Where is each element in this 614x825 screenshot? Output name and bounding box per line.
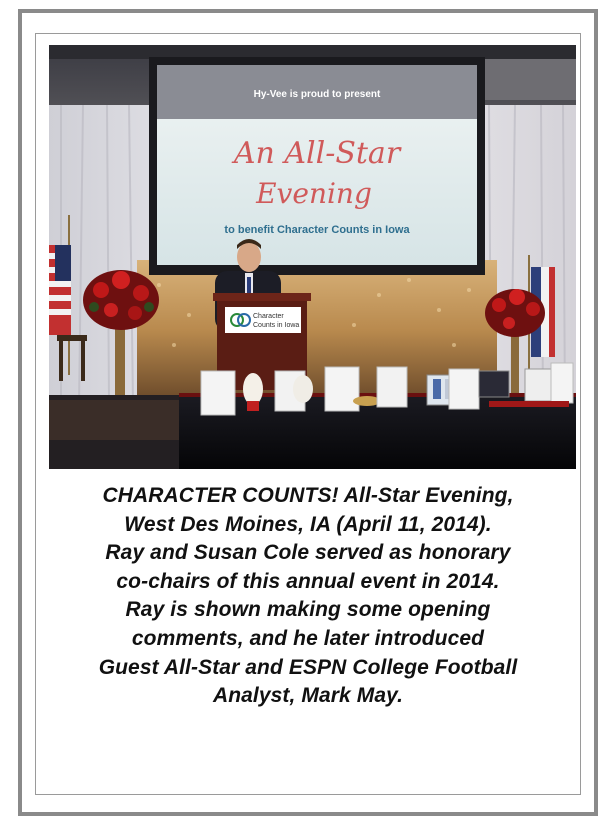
american-flag-icon	[49, 245, 71, 335]
event-photo-scene	[49, 45, 576, 469]
screen-intro-text: Hy-Vee is proud to present	[253, 89, 381, 100]
caption-line: Ray is shown making some opening	[125, 598, 491, 622]
event-photo	[49, 45, 576, 469]
podium-sign-line1: Character	[253, 313, 284, 320]
caption-line: West Des Moines, IA (April 11, 2014).	[124, 512, 492, 536]
caption-line: co-chairs of this annual event in 2014.	[116, 569, 500, 593]
screen-subtitle: to benefit Character Counts in Iowa	[224, 224, 410, 236]
inner-frame	[35, 33, 581, 795]
caption-line: Analyst, Mark May.	[212, 684, 404, 708]
podium-sign-line2: Counts in Iowa	[253, 322, 300, 329]
caption-line: Ray and Susan Cole served as honorary	[105, 541, 511, 565]
screen-title-line1: An All-Star	[233, 136, 401, 171]
caption-line: comments, and he later introduced	[131, 626, 485, 650]
caption-line: Guest All-Star and ESPN College Football	[98, 655, 518, 679]
photo-caption	[36, 482, 580, 711]
caption-line: CHARACTER COUNTS! All-Star Evening,	[102, 484, 514, 507]
outer-frame	[18, 9, 598, 816]
screen-title-line2: Evening	[256, 177, 372, 210]
